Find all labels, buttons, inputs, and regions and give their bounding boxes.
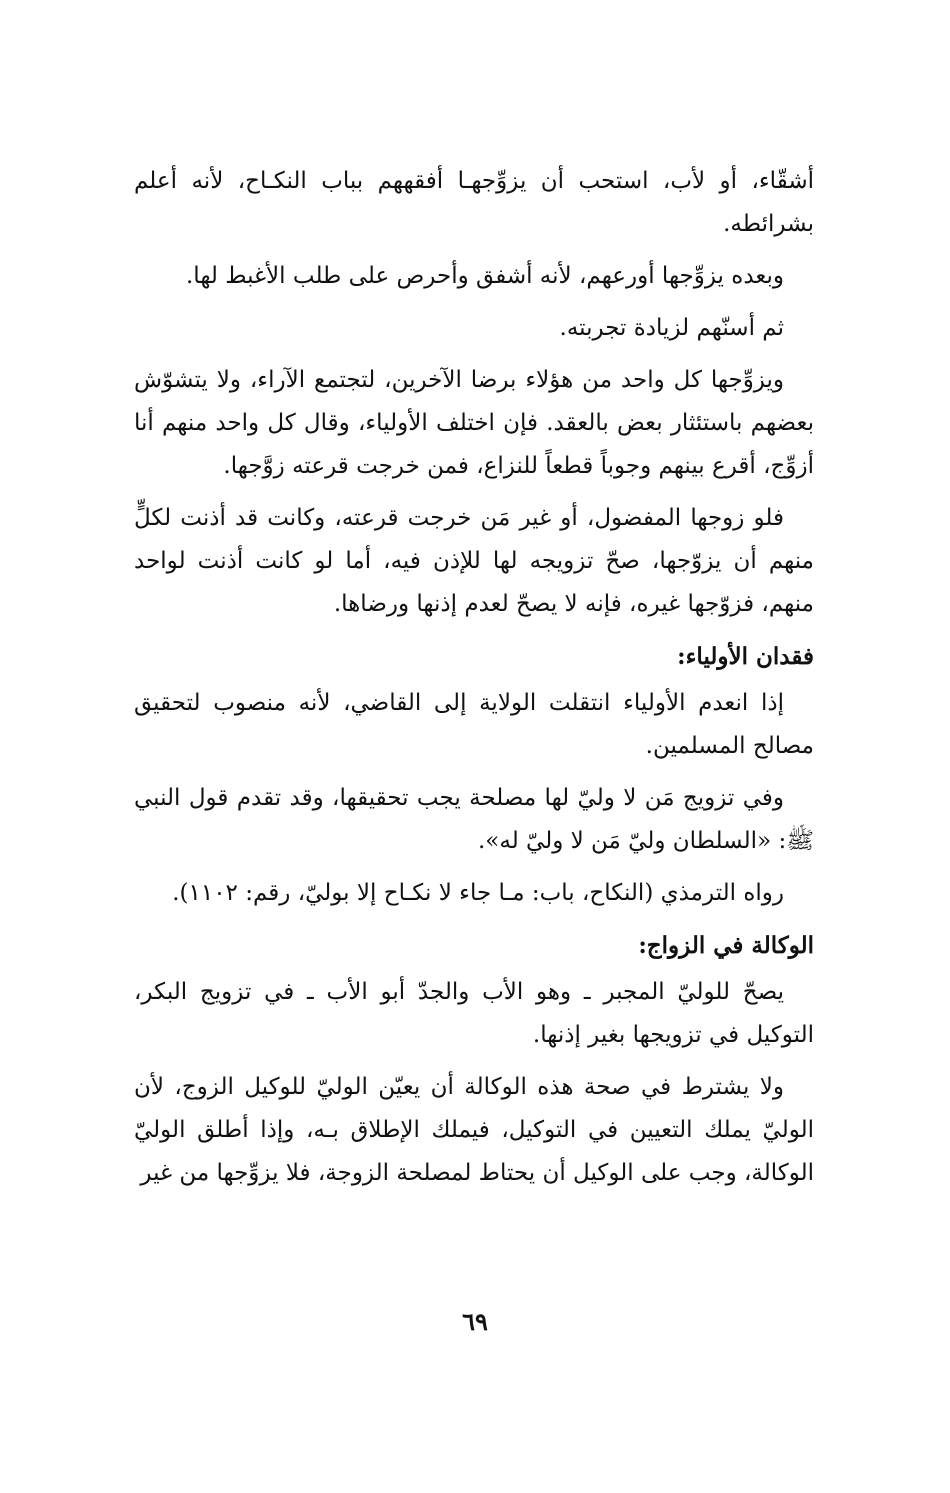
paragraph: أشقّاء، أو لأب، استحب أن يزوِّجهـا أفقههم بباب النكـاح، لأنه أعلم بشرائطه. — [134, 168, 814, 237]
section-heading: فقدان الأولياء: — [677, 643, 814, 670]
paragraph: فلو زوجها المفضول، أو غير مَن خرجت قرعته، وكانت قد أذنت لكلٍّ منهم أن يزوّجها، صحّ تزويجه لها للإذن فيه، أما لو كانت أذنت لواحد منهم، فزوّجها غيره، فإنه لا يصحّ لعدم إذنها ورضاها. — [134, 505, 814, 617]
page-number: ٦٩ — [462, 1307, 488, 1336]
paragraph: ثم أسنّهم لزيادة تجربته. — [559, 315, 784, 341]
paragraph: ويزوِّجها كل واحد من هؤلاء برضا الآخرين، لتجتمع الآراء، ولا يتشوّش بعضهم باستئثار بعض بالعقد. فإن اختلف الأولياء، وقال كل واحد منهم أنا أزوِّج، أقرع بينهم وجوباً قطعاً للنزاع، فمن خرجت قرعته زوَّجها. — [134, 367, 814, 479]
paragraph: وفي تزويج مَن لا وليّ لها مصلحة يجب تحقيقها، وقد تقدم قول النبي ﷺ: «السلطان وليّ مَن لا وليّ له». — [134, 785, 814, 854]
page-body — [134, 160, 814, 1204]
paragraph: يصحّ للوليّ المجبر ـ وهو الأب والجدّ أبو الأب ـ في تزويج البكر، التوكيل في تزويجها بغير إذنها. — [134, 979, 814, 1048]
paragraph: ولا يشترط في صحة هذه الوكالة أن يعيّن الوليّ للوكيل الزوج، لأن الوليّ يملك التعيين في التوكيل، فيملك الإطلاق بـه، وإذا أطلق الوليّ الوكالة، وجب على الوكيل أن يحتاط لمصلحة الزوجة، فلا يزوِّجها من غير — [134, 1074, 814, 1186]
footnote-citation: رواه الترمذي (النكاح، باب: مـا جاء لا نكـاح إلا بوليّ، رقم: ١١٠٢). — [172, 880, 784, 906]
paragraph: إذا انعدم الأولياء انتقلت الولاية إلى القاضي، لأنه منصوب لتحقيق مصالح المسلمين. — [134, 690, 814, 759]
paragraph: وبعده يزوِّجها أورعهم، لأنه أشفق وأحرص على طلب الأغبط لها. — [186, 263, 784, 289]
section-heading: الوكالة في الزواج: — [638, 932, 814, 959]
